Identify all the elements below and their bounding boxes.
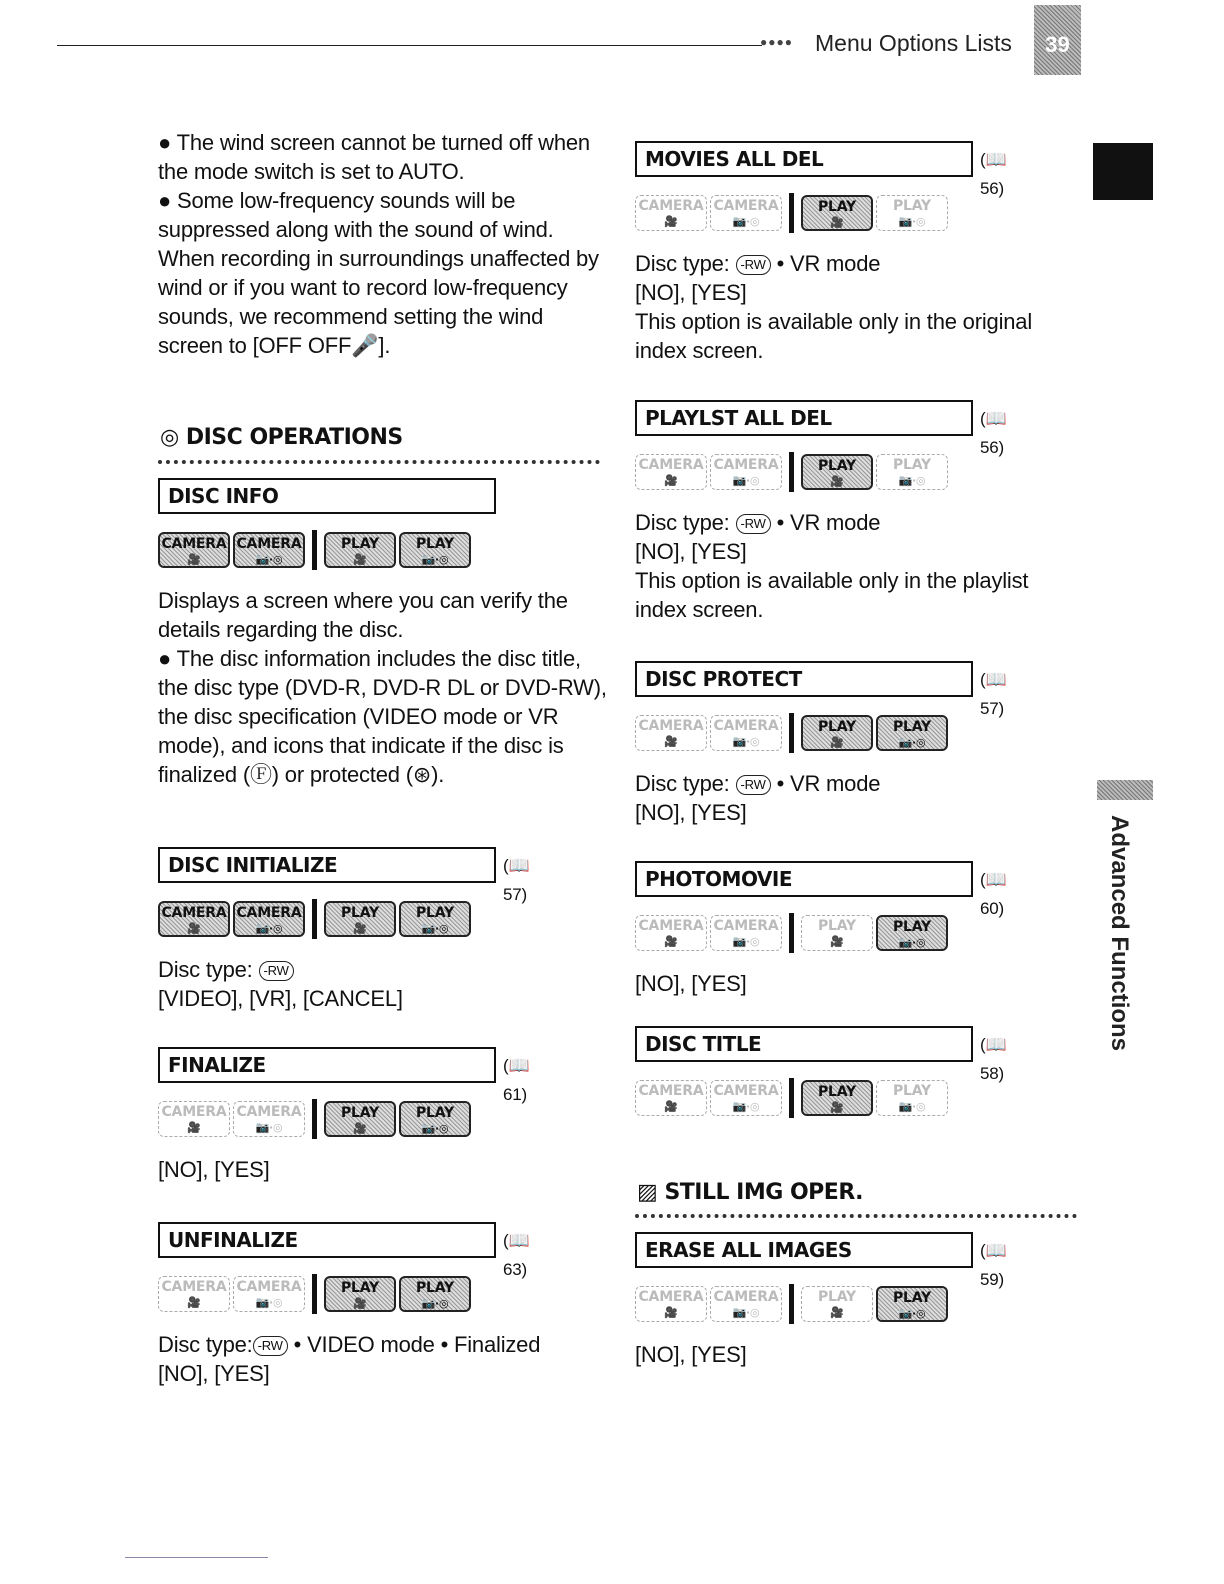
side-tab-label: Advanced Functions [1106,815,1133,1052]
mode-sub-icon: 🎥 [664,935,678,948]
mode-icon-play-movie [324,1101,396,1137]
mode-label: PLAY [415,905,454,921]
mode-icons [158,530,471,570]
disc-type-label: Disc type: [158,957,259,982]
disc-type-detail: • VIDEO mode • Finalized [287,1332,541,1357]
disc-type-line [635,508,1085,537]
mode-icon-play-photo [399,901,471,937]
mode-icon-camera-photo [710,195,782,231]
dvd-rw-icon: -RW [736,255,771,275]
mode-icon-camera-movie [635,454,707,490]
header-rule [57,45,762,46]
chapter-tab [1093,143,1153,200]
mode-sub-icon: 📷·◎ [898,736,926,749]
option-title: DISC TITLE [635,1026,973,1062]
mode-icon-play-movie [801,195,873,231]
mode-icon-play-photo [876,195,948,231]
mode-label: CAMERA [713,918,779,934]
option-title: PHOTOMOVIE [635,861,973,897]
option-description [635,969,1085,998]
mode-icon-camera-movie [635,1080,707,1116]
mode-icon-play-photo [876,1286,948,1322]
mode-label: PLAY [817,458,856,474]
mode-sub-icon: 🎥 [664,474,678,487]
mode-sub-icon: 📷·◎ [732,935,760,948]
option-title: FINALIZE [158,1047,496,1083]
mode-label: PLAY [892,719,931,735]
mode-separator [789,1284,794,1324]
disc-type-line [635,769,1085,798]
page-reference: (📖 58) [980,1035,1007,1083]
mode-label: CAMERA [638,457,704,473]
mode-label: PLAY [340,905,379,921]
mode-icon-camera-photo [710,454,782,490]
option-text: This option is available only in the original index screen. [635,309,1033,363]
mode-icon-play-movie [801,454,873,490]
mode-separator [789,713,794,753]
mode-icon-play-movie [324,532,396,568]
mode-sub-icon: 📷·◎ [421,1297,449,1310]
mode-sub-icon: 📷·◎ [898,215,926,228]
option-text: ● The disc information includes the disc title, the disc type (DVD-R, DVD-R DL or DVD-RW), the disc specification (VIDEO mode or VR mode), and icons that indicate if the disc is finalized (Ⓕ) or protected (⊛). [158,646,607,787]
mode-sub-icon: 📷·◎ [421,553,449,566]
mode-label: PLAY [415,1105,454,1121]
option-text: Displays a screen where you can verify the details regarding the disc. [158,588,568,642]
mode-icon-play-photo [876,915,948,951]
mode-label: PLAY [892,457,931,473]
mode-sub-icon: 🎥 [187,1296,201,1309]
mode-icon-camera-photo [710,915,782,951]
mode-icon-camera-photo [233,1276,305,1312]
mode-label: PLAY [817,918,856,934]
mode-icon-camera-movie [635,195,707,231]
mode-icon-camera-movie [158,1101,230,1137]
mode-separator [789,1078,794,1118]
mode-label: PLAY [340,1280,379,1296]
dvd-rw-icon: -RW [736,514,771,534]
mode-sub-icon: 🎥 [187,553,201,566]
mode-icon-camera-movie [635,1286,707,1322]
option-description [635,769,1085,827]
option-description [158,1155,608,1184]
page-reference: (📖 56) [980,409,1007,457]
mode-icon-play-movie [801,1080,873,1116]
mode-separator [789,193,794,233]
mode-icon-camera-movie [635,915,707,951]
page-reference: (📖 63) [503,1231,530,1279]
disc-type-detail: • VR mode [770,251,881,276]
still-img-heading: ▨ STILL IMG OPER. [637,1180,864,1205]
option-text: [NO], [YES] [635,971,747,996]
mode-sub-icon: 🎥 [830,1306,844,1319]
mode-sub-icon: 📷·◎ [898,1307,926,1320]
mode-sub-icon: 📷·◎ [898,1100,926,1113]
header-title: Menu Options Lists [815,30,1012,56]
option-description [635,508,1085,624]
option-text: [NO], [YES] [158,1157,270,1182]
mode-sub-icon: 🎥 [353,1297,367,1310]
mode-icon-camera-photo [710,715,782,751]
mode-icons [635,193,948,233]
mode-icon-play-photo [876,1080,948,1116]
mode-icons [635,913,948,953]
mode-sub-icon: 📷·◎ [421,1122,449,1135]
page-reference: (📖 61) [503,1056,530,1104]
divider [158,460,600,464]
disc-type-line [158,955,608,984]
mode-separator [312,1274,317,1314]
mode-icon-play-movie [801,1286,873,1322]
option-text: [NO], [YES] [635,800,747,825]
mode-sub-icon: 📷·◎ [255,553,283,566]
mode-label: CAMERA [713,1083,779,1099]
option-text: [NO], [YES] [635,280,747,305]
mode-separator [789,452,794,492]
option-text: [NO], [YES] [635,1342,747,1367]
mode-sub-icon: 🎥 [664,215,678,228]
mode-icon-play-movie [801,715,873,751]
disc-operations-heading: ◎ DISC OPERATIONS [160,425,403,450]
option-title: ERASE ALL IMAGES [635,1232,973,1268]
mode-sub-icon: 📷·◎ [732,215,760,228]
mode-separator [789,913,794,953]
mode-sub-icon: 📷·◎ [421,922,449,935]
mode-label: PLAY [415,536,454,552]
option-title: DISC INFO [158,478,496,514]
header-dots: ●●●● [760,35,793,49]
disc-type-label: Disc type: [635,251,736,276]
page-number: 39 [1034,5,1081,75]
option-description [158,955,608,1013]
mode-icons [635,1078,948,1118]
mode-label: CAMERA [713,457,779,473]
mode-sub-icon: 🎥 [664,1306,678,1319]
dvd-rw-icon: -RW [259,961,294,981]
mode-label: CAMERA [713,1289,779,1305]
mode-label: PLAY [415,1280,454,1296]
option-title: DISC PROTECT [635,661,973,697]
mode-label: CAMERA [161,1104,227,1120]
mode-label: CAMERA [236,1279,302,1295]
intro-note: ● The wind screen cannot be turned off when the mode switch is set to AUTO. [158,130,590,184]
mode-icon-camera-photo [233,1101,305,1137]
intro-notes [158,128,608,360]
mode-sub-icon: 📷·◎ [732,474,760,487]
page-reference: (📖 57) [980,670,1007,718]
divider [635,1214,1077,1218]
mode-icons [635,452,948,492]
mode-icon-play-photo [876,454,948,490]
option-text: [VIDEO], [VR], [CANCEL] [158,986,403,1011]
page-reference: (📖 60) [980,870,1007,918]
mode-sub-icon: 🎥 [664,735,678,748]
mode-icon-play-photo [876,715,948,751]
mode-separator [312,899,317,939]
disc-type-detail: • VR mode [770,771,881,796]
mode-label: CAMERA [638,198,704,214]
mode-icon-camera-photo [233,532,305,568]
mode-sub-icon: 🎥 [830,1101,844,1114]
option-description [158,1330,608,1388]
mode-sub-icon: 📷·◎ [898,474,926,487]
mode-label: CAMERA [638,1083,704,1099]
option-text: This option is available only in the playlist index screen. [635,568,1029,622]
mode-icon-camera-photo [233,901,305,937]
mode-label: PLAY [817,199,856,215]
mode-sub-icon: 📷·◎ [732,1306,760,1319]
mode-label: CAMERA [161,1279,227,1295]
disc-type-line [635,249,1085,278]
mode-label: CAMERA [236,905,302,921]
mode-label: PLAY [817,719,856,735]
mode-separator [312,1099,317,1139]
mode-label: CAMERA [638,918,704,934]
mode-icon-play-photo [399,1276,471,1312]
intro-note: ● Some low-frequency sounds will be suppressed along with the sound of wind. When recording in surroundings unaffected by wind or if you want to record low-frequency sounds, we recommend setting the wind screen to [OFF OFF🎤]. [158,188,599,358]
mode-icon-camera-photo [710,1286,782,1322]
mode-sub-icon: 🎥 [830,216,844,229]
mode-icon-play-movie [801,915,873,951]
mode-sub-icon: 📷·◎ [732,735,760,748]
mode-icon-play-photo [399,1101,471,1137]
mode-label: PLAY [340,536,379,552]
mode-label: CAMERA [236,1104,302,1120]
page-reference: (📖 59) [980,1241,1007,1289]
dvd-rw-icon: -RW [253,1336,288,1356]
section-tab [1097,780,1153,800]
option-description [635,1340,1085,1369]
mode-icons [158,899,471,939]
mode-label: CAMERA [713,198,779,214]
mode-sub-icon: 🎥 [187,1121,201,1134]
mode-icons [635,1284,948,1324]
mode-label: PLAY [892,1290,931,1306]
mode-sub-icon: 📷·◎ [898,936,926,949]
disc-type-line [158,1330,608,1359]
mode-icon-play-movie [324,1276,396,1312]
mode-label: CAMERA [161,905,227,921]
mode-sub-icon: 📷·◎ [732,1100,760,1113]
mode-icon-camera-movie [158,901,230,937]
mode-icon-play-photo [399,532,471,568]
mode-label: CAMERA [638,718,704,734]
mode-sub-icon: 🎥 [830,935,844,948]
mode-icons [158,1274,471,1314]
mode-label: CAMERA [713,718,779,734]
option-title: MOVIES ALL DEL [635,141,973,177]
disc-type-label: Disc type: [158,1332,253,1357]
mode-label: PLAY [892,1083,931,1099]
mode-sub-icon: 🎥 [187,922,201,935]
option-text: [NO], [YES] [635,539,747,564]
mode-sub-icon: 📷·◎ [255,922,283,935]
mode-label: CAMERA [638,1289,704,1305]
option-text: [NO], [YES] [158,1361,270,1386]
disc-type-detail: • VR mode [770,510,881,535]
page-reference: (📖 57) [503,856,530,904]
mode-sub-icon: 📷·◎ [255,1121,283,1134]
mode-icons [158,1099,471,1139]
mode-label: PLAY [817,1289,856,1305]
mode-sub-icon: 🎥 [353,1122,367,1135]
mode-sub-icon: 📷·◎ [255,1296,283,1309]
disc-type-label: Disc type: [635,510,736,535]
mode-icon-camera-movie [158,532,230,568]
mode-label: PLAY [340,1105,379,1121]
mode-icon-play-movie [324,901,396,937]
option-title: UNFINALIZE [158,1222,496,1258]
mode-sub-icon: 🎥 [353,922,367,935]
mode-icons [635,713,948,753]
option-title: PLAYLST ALL DEL [635,400,973,436]
mode-sub-icon: 🎥 [353,553,367,566]
option-title: DISC INITIALIZE [158,847,496,883]
mode-label: PLAY [892,919,931,935]
dvd-rw-icon: -RW [736,775,771,795]
mode-sub-icon: 🎥 [664,1100,678,1113]
mode-sub-icon: 🎥 [830,736,844,749]
mode-icon-camera-photo [710,1080,782,1116]
mode-label: PLAY [817,1084,856,1100]
option-description [635,249,1085,365]
mode-sub-icon: 🎥 [830,475,844,488]
mode-label: CAMERA [161,536,227,552]
disc-type-label: Disc type: [635,771,736,796]
mode-icon-camera-movie [635,715,707,751]
option-description [158,586,608,789]
mode-icon-camera-movie [158,1276,230,1312]
mode-separator [312,530,317,570]
mode-label: CAMERA [236,536,302,552]
mode-label: PLAY [892,198,931,214]
footer-rule [125,1557,268,1558]
page-reference: (📖 56) [980,150,1007,198]
